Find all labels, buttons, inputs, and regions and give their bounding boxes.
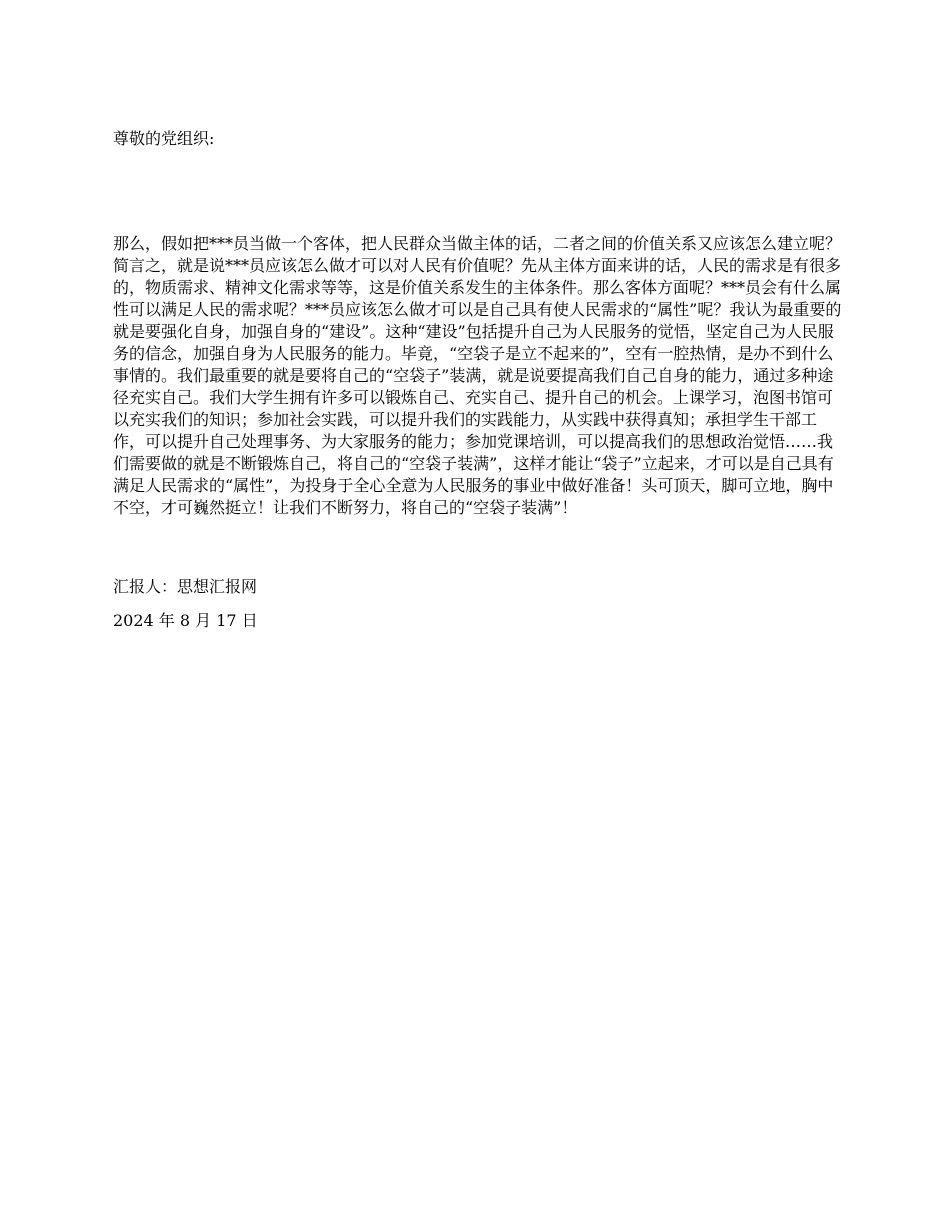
date: 2024 年 8 月 17 日 [113, 611, 258, 630]
signature: 汇报人：思想汇报网 [113, 577, 258, 596]
greeting: 尊敬的党组织: [113, 129, 215, 148]
body-paragraph: 那么，假如把***员当做一个客体，把人民群众当做主体的话，二者之间的价值关系又应该怎么建立呢？简言之，就是说***员应该怎么做才可以对人民有价值呢？先从主体方面来讲的话，人民的需求是有很多的，物质需求、精神文化需求等等，这是价值关系发生的主体条件。那么客体方面呢？***员会有什么属性可以满足人民的需求呢？***员应该怎么做才可以是自己具有使人民需求的“属性”呢？我认为最重要的就是要强化自身，加强自身的“建设”。这种“建设”包括提升自己为人民服务的觉悟，坚定自己为人民服务的信念，加强自身为人民服务的能力。毕竟，“空袋子是立不起来的”，空有一腔热情，是办不到什么事情的。我们最重要的就是要将自己的“空袋子”装满，就是说要提高我们自己自身的能力，通过多种途径充实自己。我们大学生拥有许多可以锻炼自己、充实自己、提升自己的机会。上课学习，泡图书馆可以充实我们的知识；参加社会实践，可以提升我们的实践能力，从实践中获得真知；承担学生干部工作，可以提升自己处理事务、为大家服务的能力；参加党课培训，可以提高我们的思想政治觉悟……我们需要做的就是不断锻炼自己，将自己的“空袋子装满”，这样才能让“袋子”立起来，才可以是自己具有满足人民需求的“属性”，为投身于全心全意为人民服务的事业中做好准备！头可顶天，脚可立地，胸中不空，才可巍然挺立！让我们不断努力，将自己的“空袋子装满”！ [113, 234, 842, 517]
